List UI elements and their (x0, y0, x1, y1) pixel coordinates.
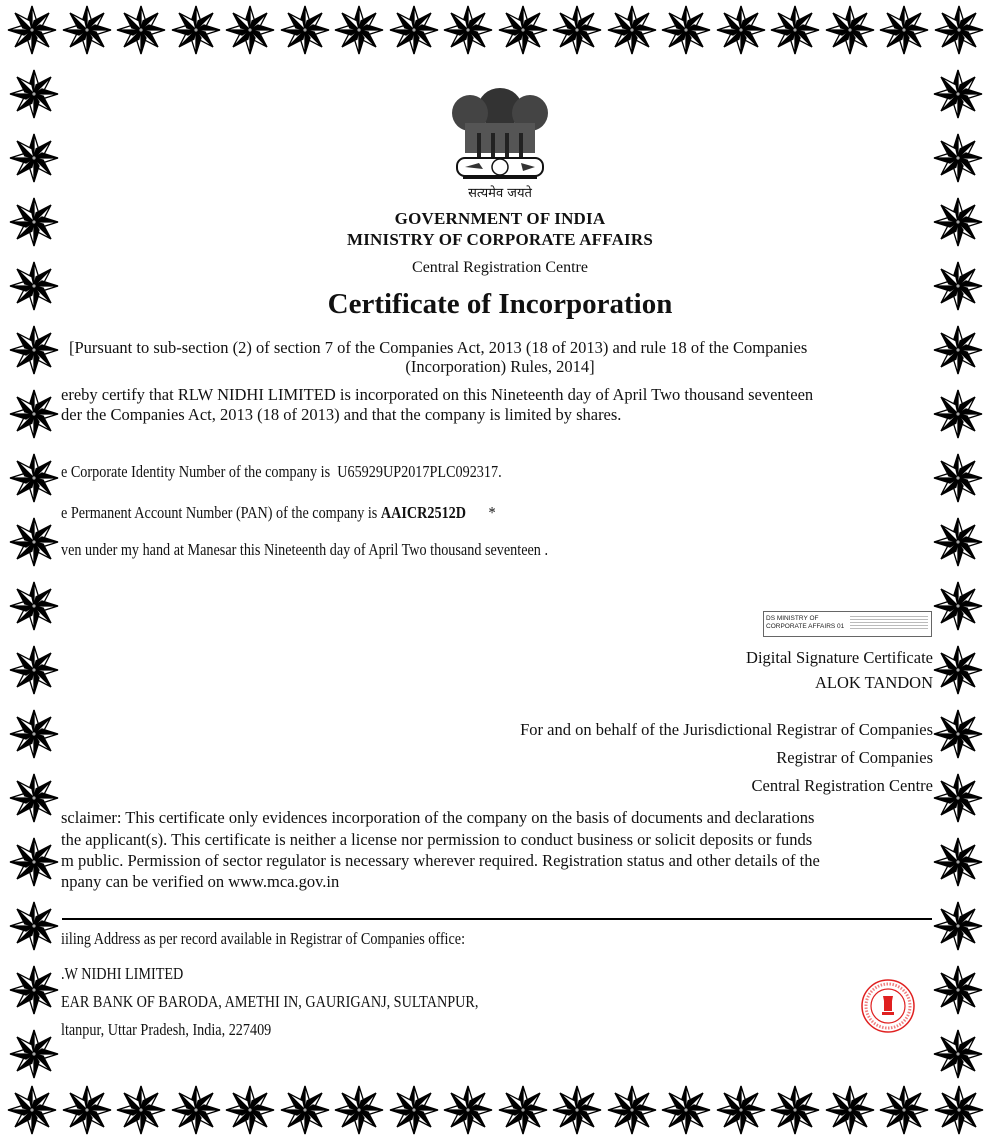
eight-point-star-icon (933, 709, 983, 759)
eight-point-star-icon (9, 709, 59, 759)
eight-point-star-icon (443, 5, 493, 55)
certify-line-1: ereby certify that RLW NIDHI LIMITED is incorporated on this Nineteenth day of April Two thousand seventeen (61, 385, 814, 404)
eight-point-star-icon (933, 389, 983, 439)
centre-heading: Central Registration Centre (412, 259, 588, 276)
cin-value: U65929UP2017PLC092317. (337, 462, 502, 481)
eight-point-star-icon (498, 5, 548, 55)
given-under-hand-line: ven under my hand at Manesar this Nineteenth day of April Two thousand seventeen . (61, 540, 549, 559)
eight-point-star-icon (116, 5, 166, 55)
eight-point-star-icon (933, 773, 983, 823)
page-title: Certificate of Incorporation (327, 288, 673, 320)
eight-point-star-icon (443, 1085, 493, 1135)
disclaimer-line-4: npany can be verified on www.mca.gov.in (61, 872, 340, 891)
eight-point-star-icon (933, 69, 983, 119)
eight-point-star-icon (933, 837, 983, 887)
eight-point-star-icon (498, 1085, 548, 1135)
eight-point-star-icon (933, 645, 983, 695)
eight-point-star-icon (879, 1085, 929, 1135)
eight-point-star-icon (9, 69, 59, 119)
cin-line (61, 462, 502, 482)
government-heading: GOVERNMENT OF INDIA (394, 209, 606, 228)
signer-name: ALOK TANDON (815, 673, 933, 692)
ds-box-label-1: DS MINISTRY OF (766, 615, 819, 622)
digital-signature-box (763, 611, 932, 637)
pan-value: AAICR2512D (380, 503, 467, 522)
eight-point-star-icon (9, 133, 59, 183)
eight-point-star-icon (171, 1085, 221, 1135)
disclaimer-line-3: m public. Permission of sector regulator is necessary wherever required. Registration status and other details of the (61, 851, 820, 870)
ds-box-label-2: CORPORATE AFFAIRS 01 (766, 623, 845, 630)
pan-marker: * (488, 503, 496, 522)
eight-point-star-icon (770, 5, 820, 55)
registrar-line: Registrar of Companies (776, 748, 933, 767)
eight-point-star-icon (9, 1029, 59, 1079)
emblem-motto: सत्यमेव जयते (468, 186, 532, 200)
eight-point-star-icon (9, 645, 59, 695)
pursuant-line-1: [Pursuant to sub-section (2) of section 7 of the Companies Act, 2013 (18 of 2013) and rule 18 of the Companies (69, 338, 808, 357)
eight-point-star-icon (933, 133, 983, 183)
eight-point-star-icon (933, 901, 983, 951)
on-behalf-line: For and on behalf of the Jurisdictional Registrar of Companies (520, 720, 933, 739)
eight-point-star-icon (225, 5, 275, 55)
pan-line (61, 503, 496, 523)
eight-point-star-icon (933, 453, 983, 503)
eight-point-star-icon (225, 1085, 275, 1135)
eight-point-star-icon (9, 773, 59, 823)
divider (62, 918, 932, 920)
eight-point-star-icon (116, 1085, 166, 1135)
eight-point-star-icon (62, 5, 112, 55)
eight-point-star-icon (933, 965, 983, 1015)
eight-point-star-icon (9, 581, 59, 631)
address-company: .W NIDHI LIMITED (61, 964, 184, 983)
eight-point-star-icon (825, 1085, 875, 1135)
eight-point-star-icon (552, 1085, 602, 1135)
eight-point-star-icon (661, 5, 711, 55)
eight-point-star-icon (661, 1085, 711, 1135)
pan-label: e Permanent Account Number (PAN) of the company is (61, 503, 378, 522)
eight-point-star-icon (389, 5, 439, 55)
eight-point-star-icon (9, 517, 59, 567)
eight-point-star-icon (716, 1085, 766, 1135)
eight-point-star-icon (933, 581, 983, 631)
disclaimer-line-1: sclaimer: This certificate only evidences incorporation of the company on the basis of documents and declarations (61, 808, 815, 827)
eight-point-star-icon (280, 1085, 330, 1135)
eight-point-star-icon (389, 1085, 439, 1135)
eight-point-star-icon (934, 1085, 984, 1135)
eight-point-star-icon (879, 5, 929, 55)
eight-point-star-icon (9, 453, 59, 503)
centre-line: Central Registration Centre (751, 776, 933, 795)
cin-label: e Corporate Identity Number of the company is (61, 462, 331, 481)
eight-point-star-icon (9, 389, 59, 439)
ministry-heading: MINISTRY OF CORPORATE AFFAIRS (346, 230, 654, 249)
eight-point-star-icon (825, 5, 875, 55)
ds-box-details (850, 614, 928, 634)
national-emblem-icon (425, 78, 575, 200)
eight-point-star-icon (933, 517, 983, 567)
eight-point-star-icon (7, 1085, 57, 1135)
address-heading: iiling Address as per record available in Registrar of Companies office: (61, 929, 466, 948)
eight-point-star-icon (716, 5, 766, 55)
address-line-1: EAR BANK OF BARODA, AMETHI IN, GAURIGANJ, SULTANPUR, (61, 992, 479, 1011)
eight-point-star-icon (9, 901, 59, 951)
address-line-2: ltanpur, Uttar Pradesh, India, 227409 (61, 1020, 272, 1039)
disclaimer-line-2: the applicant(s). This certificate is neither a license nor permission to conduct business or solicit deposits or funds (61, 830, 813, 849)
eight-point-star-icon (934, 5, 984, 55)
eight-point-star-icon (7, 5, 57, 55)
eight-point-star-icon (607, 1085, 657, 1135)
eight-point-star-icon (62, 1085, 112, 1135)
eight-point-star-icon (280, 5, 330, 55)
eight-point-star-icon (933, 1029, 983, 1079)
eight-point-star-icon (9, 837, 59, 887)
eight-point-star-icon (607, 5, 657, 55)
dsc-label: Digital Signature Certificate (746, 648, 933, 667)
eight-point-star-icon (171, 5, 221, 55)
ministry-seal-icon (860, 978, 916, 1034)
eight-point-star-icon (552, 5, 602, 55)
eight-point-star-icon (770, 1085, 820, 1135)
certify-line-2: der the Companies Act, 2013 (18 of 2013) and that the company is limited by shares. (61, 405, 622, 424)
eight-point-star-icon (334, 5, 384, 55)
eight-point-star-icon (9, 965, 59, 1015)
pursuant-line-2: (Incorporation) Rules, 2014] (405, 357, 595, 376)
eight-point-star-icon (334, 1085, 384, 1135)
